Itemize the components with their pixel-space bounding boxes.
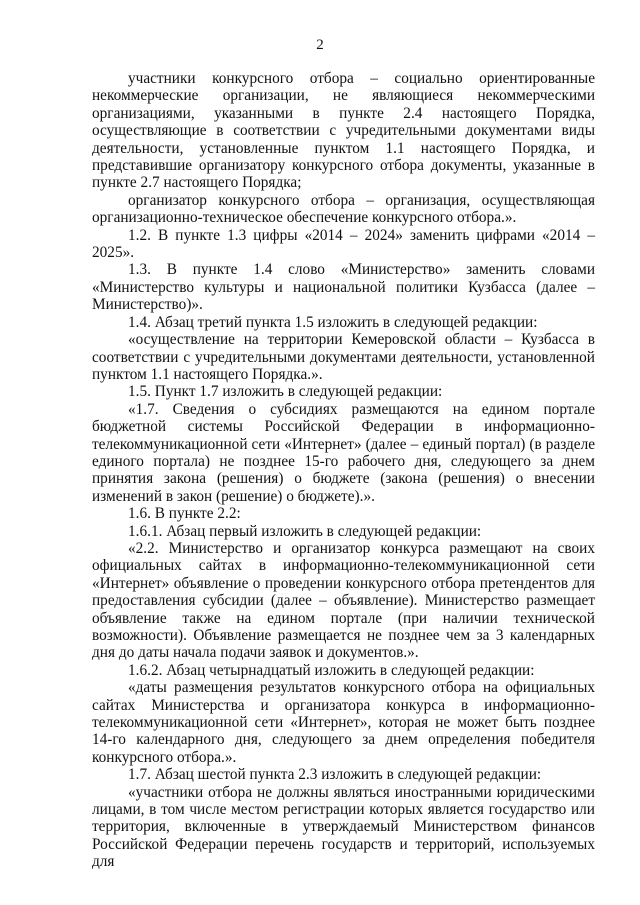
paragraph: «2.2. Министерство и организатор конкурса размещают на своих официальных сайтах в информационно-телекоммуникационной сети «Интернет» объявление о проведении конкурсного отбора претендентов для предоставления субсидии (далее – объявление). Министерство размещает объявление также на едином портале (при наличии технической возможности). Объявление размещается не позднее чем за 3 календарных дня до даты начала подачи заявок и документов.». [92,539,595,662]
paragraph: 1.6. В пункте 2.2: [128,505,241,523]
paragraph: «1.7. Сведения о субсидиях размещаются на едином портале бюджетной системы Российской Федерации в информационно-телекоммуникационной сети «Интернет» (далее – единый портал) (в разделе единого портала) не позднее 15-го рабочего дня, следующего за днем принятия закона (решения) о бюджете (закона (решения) о внесении изменений в закон (решение) о бюджете).». [92,400,595,505]
paragraph: «участники отбора не должны являться иностранными юридическими лицами, в том числе местом регистрации которых является государство или территория, включенные в утверждаемый Министерством финансов Российской Федерации перечень государств и территорий, используемых для [92,783,595,871]
paragraph: 1.4. Абзац третий пункта 1.5 изложить в следующей редакции: [128,313,538,331]
document-body [92,70,595,871]
paragraph: «даты размещения результатов конкурсного отбора на официальных сайтах Министерства и организатора конкурса в информационно-телекоммуникационной сети «Интернет», которая не может быть позднее 14-го календарного дня, следующего за днем определения победителя конкурсного отбора.». [92,679,595,766]
page-number: 2 [316,37,324,53]
paragraph: «осуществление на территории Кемеровской области – Кузбасса в соответствии с учредительными документами деятельности, установленной пунктом 1.1 настоящего Порядка.». [92,331,595,383]
paragraph: участники конкурсного отбора – социально ориентированные некоммерческие организации, не являющиеся некоммерческими организациями, указанными в пункте 2.4 настоящего Порядка, осуществляющие в соответствии с учредительными документами виды деятельности, установленные пунктом 1.1 настоящего Порядка, и представившие организатору конкурсного отбора документы, указанные в пункте 2.7 настоящего Порядка; [92,70,595,192]
paragraph: организатор конкурсного отбора – организация, осуществляющая организационно-техническое обеспечение конкурсного отбора.». [92,191,595,227]
paragraph: 1.6.2. Абзац четырнадцатый изложить в следующей редакции: [128,661,535,679]
paragraph: 1.3. В пункте 1.4 слово «Министерство» заменить словами «Министерство культуры и национальной политики Кузбасса (далее – Министерство)». [92,261,595,314]
paragraph: 1.6.1. Абзац первый изложить в следующей редакции: [128,522,482,540]
paragraph: 1.2. В пункте 1.3 цифры «2014 – 2024» заменить цифрами «2014 – 2025». [92,226,595,262]
paragraph: 1.5. Пункт 1.7 изложить в следующей редакции: [128,383,443,401]
paragraph: 1.7. Абзац шестой пункта 2.3 изложить в следующей редакции: [128,766,542,784]
